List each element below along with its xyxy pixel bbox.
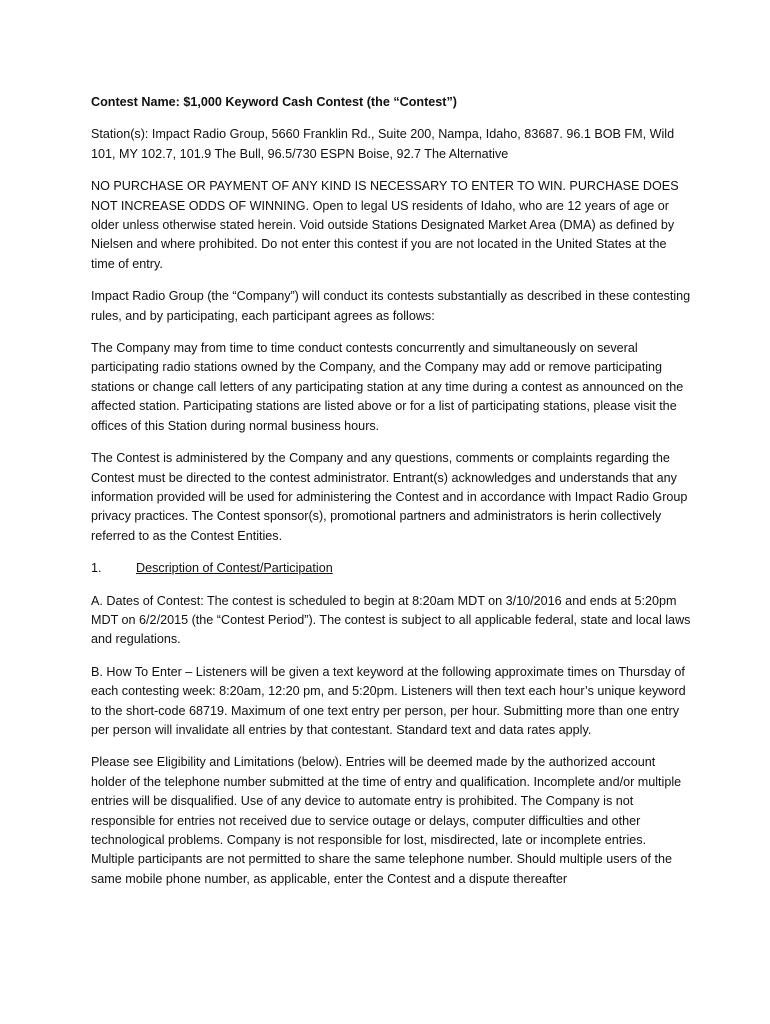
document-page bbox=[91, 93, 691, 902]
no-purchase-paragraph: NO PURCHASE OR PAYMENT OF ANY KIND IS NECESSARY TO ENTER TO WIN. PURCHASE DOES NOT INCREASE ODDS OF WINNING. Open to legal US residents of Idaho, who are 12 years of age or older unless otherwise stated herein. Void outside Stations Designated Market Area (DMA) as defined by Nielsen and where prohibited. Do not enter this contest if you are not located in the United States at the time of entry. bbox=[91, 179, 679, 271]
how-to-enter-paragraph: B. How To Enter – Listeners will be given a text keyword at the following approximate times on Thursday of each contesting week: 8:20am, 12:20 pm, and 5:20pm. Listeners will then text each hour’s unique keyword to the short-code 68719. Maximum of one text entry per person, per hour. Submitting more than one entry per person will invalidate all entries by that contestant. Standard text and data rates apply. bbox=[91, 664, 686, 737]
participating-stations-paragraph: The Company may from time to time conduct contests concurrently and simultaneously on several participating radio stations owned by the Company, and the Company may add or remove participating stations or change call letters of any participating station at any time during a contest as announced on the affected station. Participating stations are listed above or for a list of participating stations, please visit the offices of this Station during normal business hours. bbox=[91, 341, 684, 433]
eligibility-paragraph: Please see Eligibility and Limitations (below). Entries will be deemed made by the authorized account holder of the telephone number submitted at the time of entry and qualification. Incomplete and/or multiple entries will be disqualified. Use of any device to automate entry is prohibited. The Company is not responsible for entries not received due to service outage or delays, computer difficulties and other technological problems. Company is not responsible for lost, misdirected, late or incomplete entries. Multiple participants are not permitted to share the same telephone number. Should multiple users of the same mobile phone number, as applicable, enter the Contest and a dispute thereafter bbox=[91, 755, 682, 886]
section-number: 1. bbox=[91, 561, 102, 576]
dates-paragraph: A. Dates of Contest: The contest is scheduled to begin at 8:20am MDT on 3/10/2016 and ends at 5:20pm MDT on 6/2/2015 (the “Contest Period”). The contest is subject to all applicable federal, state and local laws and regulations. bbox=[91, 593, 691, 647]
company-intro-paragraph: Impact Radio Group (the “Company”) will conduct its contests substantially as described in these contesting rules, and by participating, each participant agrees as follows: bbox=[91, 289, 691, 323]
contest-title: Contest Name: $1,000 Keyword Cash Contest (the “Contest”) bbox=[91, 95, 457, 109]
section-title: Description of Contest/Participation bbox=[136, 561, 333, 576]
administration-paragraph: The Contest is administered by the Company and any questions, comments or complaints regarding the Contest must be directed to the contest administrator. Entrant(s) acknowledges and understands that any information provided will be used for administering the Contest and in accordance with Impact Radio Group privacy practices. The Contest sponsor(s), promotional partners and administrators is herin collectively referred to as the Contest Entities. bbox=[91, 451, 688, 543]
stations-paragraph: Station(s): Impact Radio Group, 5660 Franklin Rd., Suite 200, Nampa, Idaho, 83687. 96.1 BOB FM, Wild 101, MY 102.7, 101.9 The Bull, 96.5/730 ESPN Boise, 92.7 The Alternative bbox=[91, 127, 675, 161]
section-heading bbox=[91, 559, 691, 578]
